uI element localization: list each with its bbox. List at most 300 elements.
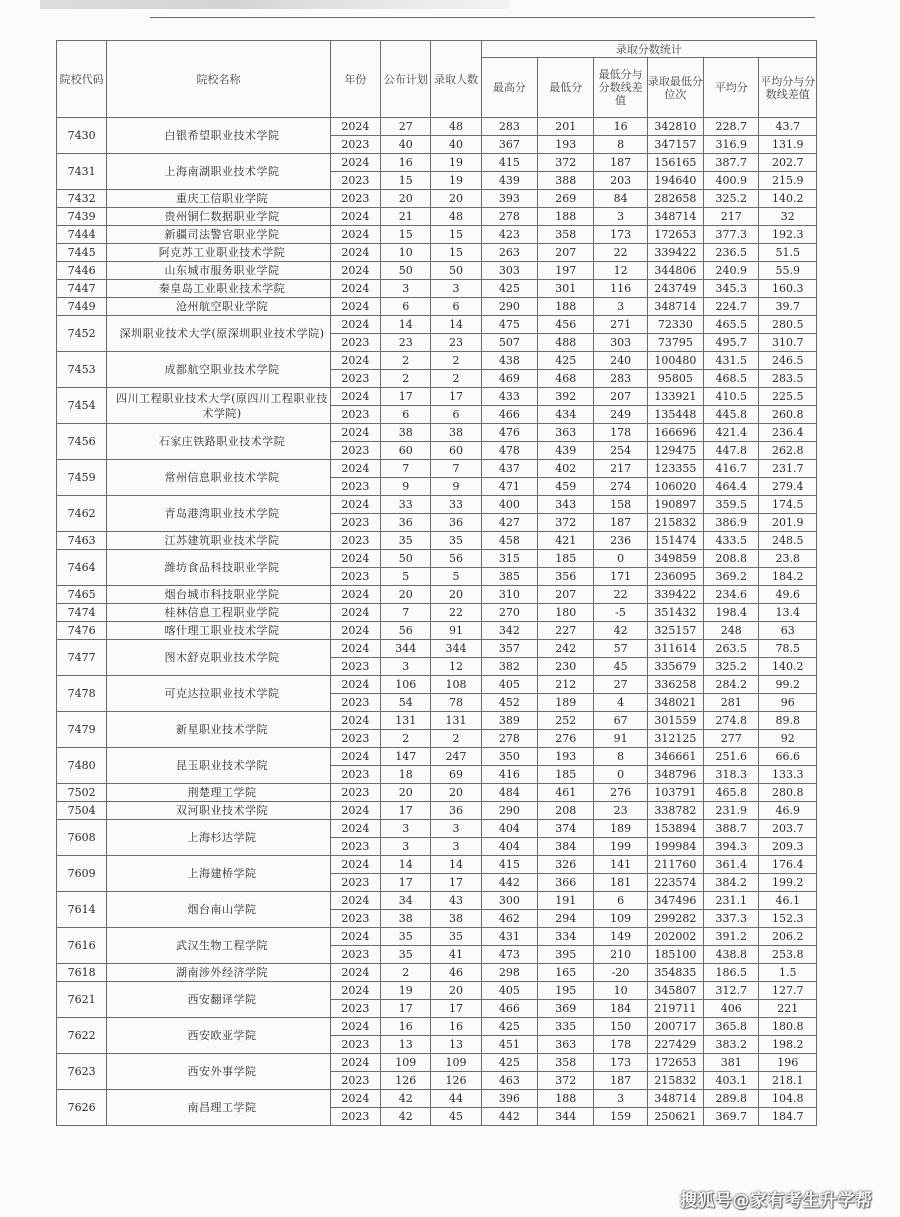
- cell-avg-diff: 1.5: [759, 964, 817, 982]
- cell-max: 423: [481, 226, 537, 244]
- header-published-plan: 公布计划: [381, 41, 431, 118]
- cell-plan: 17: [381, 874, 431, 892]
- cell-avg: 369.7: [704, 1108, 759, 1126]
- cell-plan: 7: [381, 460, 431, 478]
- cell-max: 367: [481, 136, 537, 154]
- cell-min: 230: [538, 658, 594, 676]
- cell-avg-diff: 310.7: [759, 334, 817, 352]
- cell-min-diff: 187: [594, 1072, 647, 1090]
- cell-avg: 438.8: [704, 946, 759, 964]
- cell-min-diff: 199: [594, 838, 647, 856]
- cell-min-diff: 249: [594, 406, 647, 424]
- cell-min-rank: 342810: [647, 118, 703, 136]
- cell-min-rank: 172653: [647, 226, 703, 244]
- cell-min-rank: 299282: [647, 910, 703, 928]
- school-name: 图木舒克职业技术学院: [107, 640, 330, 676]
- cell-min: 461: [538, 784, 594, 802]
- cell-min: 439: [538, 442, 594, 460]
- cell-max: 385: [481, 568, 537, 586]
- cell-plan: 5: [381, 568, 431, 586]
- cell-plan: 17: [381, 1000, 431, 1018]
- cell-avg: 236.5: [704, 244, 759, 262]
- cell-min-diff: 171: [594, 568, 647, 586]
- cell-year: 2023: [330, 694, 380, 712]
- school-name: 喀什理工职业技术学院: [107, 622, 330, 640]
- cell-max: 405: [481, 676, 537, 694]
- cell-admitted: 20: [431, 784, 481, 802]
- cell-max: 357: [481, 640, 537, 658]
- cell-plan: 35: [381, 532, 431, 550]
- cell-avg-diff: 43.7: [759, 118, 817, 136]
- cell-year: 2023: [330, 784, 380, 802]
- cell-min: 326: [538, 856, 594, 874]
- cell-min: 372: [538, 514, 594, 532]
- cell-admitted: 46: [431, 964, 481, 982]
- table-row: [57, 352, 817, 370]
- cell-min: 425: [538, 352, 594, 370]
- cell-plan: 147: [381, 748, 431, 766]
- cell-admitted: 2: [431, 370, 481, 388]
- cell-max: 478: [481, 442, 537, 460]
- cell-max: 471: [481, 478, 537, 496]
- cell-min-diff: 173: [594, 226, 647, 244]
- cell-min: 344: [538, 1108, 594, 1126]
- cell-avg-diff: 131.9: [759, 136, 817, 154]
- cell-avg: 416.7: [704, 460, 759, 478]
- cell-plan: 17: [381, 388, 431, 406]
- school-code: 7477: [57, 640, 107, 676]
- cell-avg: 186.5: [704, 964, 759, 982]
- cell-avg: 495.7: [704, 334, 759, 352]
- cell-max: 433: [481, 388, 537, 406]
- header-avg-score: 平均分: [704, 58, 759, 118]
- cell-min: 242: [538, 640, 594, 658]
- cell-avg-diff: 184.2: [759, 568, 817, 586]
- cell-avg: 465.8: [704, 784, 759, 802]
- cell-avg-diff: 206.2: [759, 928, 817, 946]
- cell-min: 189: [538, 694, 594, 712]
- cell-min-rank: 338782: [647, 802, 703, 820]
- cell-admitted: 40: [431, 136, 481, 154]
- cell-min-diff: 84: [594, 190, 647, 208]
- table-row: [57, 604, 817, 622]
- school-code: 7456: [57, 424, 107, 460]
- school-code: 7463: [57, 532, 107, 550]
- school-code: 7608: [57, 820, 107, 856]
- cell-admitted: 131: [431, 712, 481, 730]
- cell-avg-diff: 283.5: [759, 370, 817, 388]
- cell-min-diff: 42: [594, 622, 647, 640]
- cell-avg-diff: 218.1: [759, 1072, 817, 1090]
- cell-min: 363: [538, 1036, 594, 1054]
- cell-year: 2023: [330, 838, 380, 856]
- cell-plan: 40: [381, 136, 431, 154]
- cell-avg: 345.3: [704, 280, 759, 298]
- cell-min-diff: 187: [594, 154, 647, 172]
- cell-avg: 386.9: [704, 514, 759, 532]
- cell-min: 197: [538, 262, 594, 280]
- cell-min-rank: 336258: [647, 676, 703, 694]
- school-name: 武汉生物工程学院: [107, 928, 330, 964]
- cell-max: 404: [481, 820, 537, 838]
- table-row: [57, 964, 817, 982]
- cell-min-rank: 72330: [647, 316, 703, 334]
- cell-year: 2024: [330, 118, 380, 136]
- cell-min-rank: 339422: [647, 244, 703, 262]
- cell-min: 395: [538, 946, 594, 964]
- school-name: 上海建桥学院: [107, 856, 330, 892]
- cell-avg-diff: 262.8: [759, 442, 817, 460]
- cell-admitted: 19: [431, 154, 481, 172]
- cell-max: 278: [481, 730, 537, 748]
- cell-admitted: 16: [431, 1018, 481, 1036]
- header-school-code: 院校代码: [57, 41, 107, 118]
- cell-admitted: 36: [431, 802, 481, 820]
- cell-admitted: 56: [431, 550, 481, 568]
- school-code: 7621: [57, 982, 107, 1018]
- table-row: [57, 532, 817, 550]
- cell-avg-diff: 46.1: [759, 892, 817, 910]
- cell-min-rank: 202002: [647, 928, 703, 946]
- cell-min-diff: 276: [594, 784, 647, 802]
- cell-min-rank: 227429: [647, 1036, 703, 1054]
- cell-min-diff: -5: [594, 604, 647, 622]
- cell-min-rank: 311614: [647, 640, 703, 658]
- cell-min: 358: [538, 226, 594, 244]
- cell-min-diff: 22: [594, 586, 647, 604]
- school-name: 新星职业技术学院: [107, 712, 330, 748]
- cell-admitted: 50: [431, 262, 481, 280]
- cell-avg-diff: 46.9: [759, 802, 817, 820]
- school-code: 7616: [57, 928, 107, 964]
- cell-admitted: 247: [431, 748, 481, 766]
- cell-year: 2023: [330, 478, 380, 496]
- cell-min: 191: [538, 892, 594, 910]
- cell-year: 2024: [330, 550, 380, 568]
- cell-max: 437: [481, 460, 537, 478]
- cell-avg-diff: 104.8: [759, 1090, 817, 1108]
- cell-avg: 263.5: [704, 640, 759, 658]
- cell-avg-diff: 248.5: [759, 532, 817, 550]
- cell-min-diff: 240: [594, 352, 647, 370]
- cell-year: 2023: [330, 1036, 380, 1054]
- cell-plan: 3: [381, 280, 431, 298]
- cell-avg-diff: 198.2: [759, 1036, 817, 1054]
- cell-avg: 224.7: [704, 298, 759, 316]
- cell-max: 439: [481, 172, 537, 190]
- cell-year: 2024: [330, 1090, 380, 1108]
- cell-admitted: 22: [431, 604, 481, 622]
- school-code: 7479: [57, 712, 107, 748]
- cell-admitted: 6: [431, 298, 481, 316]
- cell-min-rank: 185100: [647, 946, 703, 964]
- cell-plan: 50: [381, 262, 431, 280]
- school-code: 7504: [57, 802, 107, 820]
- cell-max: 415: [481, 154, 537, 172]
- cell-min: 392: [538, 388, 594, 406]
- cell-min-diff: 109: [594, 910, 647, 928]
- cell-plan: 60: [381, 442, 431, 460]
- cell-plan: 2: [381, 370, 431, 388]
- school-code: 7432: [57, 190, 107, 208]
- cell-min-rank: 219711: [647, 1000, 703, 1018]
- school-code: 7445: [57, 244, 107, 262]
- table-row: [57, 676, 817, 694]
- cell-admitted: 6: [431, 406, 481, 424]
- cell-year: 2023: [330, 1072, 380, 1090]
- cell-year: 2024: [330, 280, 380, 298]
- cell-admitted: 20: [431, 586, 481, 604]
- cell-max: 300: [481, 892, 537, 910]
- cell-plan: 27: [381, 118, 431, 136]
- school-name: 昆玉职业技术学院: [107, 748, 330, 784]
- admission-scores-table: [56, 40, 817, 1126]
- cell-year: 2024: [330, 496, 380, 514]
- table-row: [57, 1090, 817, 1108]
- cell-plan: 23: [381, 334, 431, 352]
- cell-max: 389: [481, 712, 537, 730]
- cell-max: 278: [481, 208, 537, 226]
- cell-year: 2024: [330, 460, 380, 478]
- header-avg-diff: 平均分与分数线差值: [759, 58, 817, 118]
- cell-min: 276: [538, 730, 594, 748]
- cell-year: 2024: [330, 226, 380, 244]
- cell-admitted: 38: [431, 424, 481, 442]
- cell-min-rank: 312125: [647, 730, 703, 748]
- cell-min-diff: 173: [594, 1054, 647, 1072]
- cell-admitted: 3: [431, 820, 481, 838]
- cell-min: 343: [538, 496, 594, 514]
- cell-avg: 228.7: [704, 118, 759, 136]
- table-row: [57, 1018, 817, 1036]
- cell-min-rank: 135448: [647, 406, 703, 424]
- cell-min-diff: 303: [594, 334, 647, 352]
- cell-avg: 337.3: [704, 910, 759, 928]
- cell-avg: 198.4: [704, 604, 759, 622]
- cell-min-diff: -20: [594, 964, 647, 982]
- cell-admitted: 14: [431, 856, 481, 874]
- cell-max: 404: [481, 838, 537, 856]
- cell-avg-diff: 180.8: [759, 1018, 817, 1036]
- school-name: 新疆司法警官职业学院: [107, 226, 330, 244]
- cell-avg-diff: 260.8: [759, 406, 817, 424]
- cell-plan: 131: [381, 712, 431, 730]
- cell-plan: 56: [381, 622, 431, 640]
- header-school-name: 院校名称: [107, 41, 330, 118]
- school-name: 潍坊食品科技职业学院: [107, 550, 330, 586]
- school-name: 湖南涉外经济学院: [107, 964, 330, 982]
- cell-max: 310: [481, 586, 537, 604]
- cell-year: 2023: [330, 442, 380, 460]
- cell-min-diff: 150: [594, 1018, 647, 1036]
- cell-avg: 231.1: [704, 892, 759, 910]
- cell-year: 2023: [330, 172, 380, 190]
- cell-max: 427: [481, 514, 537, 532]
- cell-avg-diff: 55.9: [759, 262, 817, 280]
- cell-min-diff: 189: [594, 820, 647, 838]
- cell-avg: 217: [704, 208, 759, 226]
- cell-year: 2023: [330, 1108, 380, 1126]
- table-row: [57, 424, 817, 442]
- cell-year: 2024: [330, 424, 380, 442]
- cell-min-rank: 345807: [647, 982, 703, 1000]
- cell-min: 208: [538, 802, 594, 820]
- school-code: 7447: [57, 280, 107, 298]
- cell-min-rank: 348021: [647, 694, 703, 712]
- cell-avg-diff: 253.8: [759, 946, 817, 964]
- cell-min: 358: [538, 1054, 594, 1072]
- cell-year: 2024: [330, 154, 380, 172]
- cell-max: 438: [481, 352, 537, 370]
- cell-avg-diff: 49.6: [759, 586, 817, 604]
- school-code: 7452: [57, 316, 107, 352]
- cell-year: 2024: [330, 964, 380, 982]
- cell-avg: 383.2: [704, 1036, 759, 1054]
- table-row: [57, 748, 817, 766]
- cell-min-diff: 0: [594, 550, 647, 568]
- school-name: 桂林信息工程职业学院: [107, 604, 330, 622]
- cell-min: 193: [538, 748, 594, 766]
- school-code: 7622: [57, 1018, 107, 1054]
- cell-min-rank: 133921: [647, 388, 703, 406]
- cell-min-diff: 91: [594, 730, 647, 748]
- table-row: [57, 118, 817, 136]
- cell-avg: 391.2: [704, 928, 759, 946]
- cell-min-diff: 203: [594, 172, 647, 190]
- cell-year: 2023: [330, 910, 380, 928]
- table-row: [57, 190, 817, 208]
- cell-min-rank: 351432: [647, 604, 703, 622]
- cell-min-rank: 199984: [647, 838, 703, 856]
- cell-max: 466: [481, 1000, 537, 1018]
- school-code: 7502: [57, 784, 107, 802]
- cell-max: 405: [481, 982, 537, 1000]
- cell-year: 2023: [330, 532, 380, 550]
- table-header: [57, 41, 817, 118]
- cell-avg: 388.7: [704, 820, 759, 838]
- cell-avg: 318.3: [704, 766, 759, 784]
- school-name: 深圳职业技术大学(原深圳职业技术学院): [107, 316, 330, 352]
- cell-max: 400: [481, 496, 537, 514]
- cell-admitted: 126: [431, 1072, 481, 1090]
- cell-max: 476: [481, 424, 537, 442]
- cell-avg-diff: 32: [759, 208, 817, 226]
- table-row: [57, 208, 817, 226]
- cell-min-diff: 158: [594, 496, 647, 514]
- table-row: [57, 550, 817, 568]
- cell-plan: 35: [381, 946, 431, 964]
- cell-year: 2024: [330, 1054, 380, 1072]
- cell-min: 384: [538, 838, 594, 856]
- cell-max: 270: [481, 604, 537, 622]
- cell-year: 2024: [330, 928, 380, 946]
- cell-max: 475: [481, 316, 537, 334]
- cell-admitted: 44: [431, 1090, 481, 1108]
- cell-year: 2023: [330, 190, 380, 208]
- cell-max: 442: [481, 874, 537, 892]
- cell-max: 290: [481, 802, 537, 820]
- cell-avg: 369.2: [704, 568, 759, 586]
- cell-plan: 2: [381, 730, 431, 748]
- cell-year: 2024: [330, 640, 380, 658]
- cell-min-rank: 190897: [647, 496, 703, 514]
- cell-admitted: 23: [431, 334, 481, 352]
- cell-admitted: 91: [431, 622, 481, 640]
- cell-plan: 33: [381, 496, 431, 514]
- cell-min: 185: [538, 550, 594, 568]
- cell-year: 2024: [330, 208, 380, 226]
- cell-avg-diff: 225.5: [759, 388, 817, 406]
- cell-admitted: 17: [431, 1000, 481, 1018]
- cell-plan: 3: [381, 838, 431, 856]
- cell-min: 180: [538, 604, 594, 622]
- cell-min: 201: [538, 118, 594, 136]
- cell-min-rank: 344806: [647, 262, 703, 280]
- cell-min-rank: 339422: [647, 586, 703, 604]
- cell-max: 431: [481, 928, 537, 946]
- cell-avg-diff: 201.9: [759, 514, 817, 532]
- cell-plan: 109: [381, 1054, 431, 1072]
- cell-min: 269: [538, 190, 594, 208]
- cell-avg: 394.3: [704, 838, 759, 856]
- cell-admitted: 7: [431, 460, 481, 478]
- school-code: 7454: [57, 388, 107, 424]
- school-name: 成都航空职业技术学院: [107, 352, 330, 388]
- table-row: [57, 856, 817, 874]
- cell-admitted: 17: [431, 874, 481, 892]
- cell-year: 2023: [330, 334, 380, 352]
- cell-min-rank: 123355: [647, 460, 703, 478]
- cell-year: 2023: [330, 874, 380, 892]
- table-row: [57, 244, 817, 262]
- cell-min-diff: 181: [594, 874, 647, 892]
- cell-min: 468: [538, 370, 594, 388]
- cell-plan: 14: [381, 316, 431, 334]
- table-row: [57, 802, 817, 820]
- cell-avg: 384.2: [704, 874, 759, 892]
- cell-min-diff: 8: [594, 136, 647, 154]
- cell-plan: 6: [381, 298, 431, 316]
- cell-avg-diff: 203.7: [759, 820, 817, 838]
- school-name: 江苏建筑职业技术学院: [107, 532, 330, 550]
- cell-admitted: 78: [431, 694, 481, 712]
- school-code: 7459: [57, 460, 107, 496]
- cell-min: 207: [538, 586, 594, 604]
- cell-min: 334: [538, 928, 594, 946]
- cell-plan: 15: [381, 226, 431, 244]
- cell-avg-diff: 209.3: [759, 838, 817, 856]
- cell-avg-diff: 51.5: [759, 244, 817, 262]
- table-row: [57, 712, 817, 730]
- cell-plan: 10: [381, 244, 431, 262]
- school-code: 7614: [57, 892, 107, 928]
- cell-min-diff: 149: [594, 928, 647, 946]
- table-row: [57, 784, 817, 802]
- cell-plan: 3: [381, 658, 431, 676]
- table-row: [57, 460, 817, 478]
- cell-admitted: 109: [431, 1054, 481, 1072]
- cell-plan: 50: [381, 550, 431, 568]
- cell-plan: 36: [381, 514, 431, 532]
- school-name: 石家庄铁路职业技术学院: [107, 424, 330, 460]
- cell-avg: 400.9: [704, 172, 759, 190]
- cell-min-diff: 8: [594, 748, 647, 766]
- cell-min: 195: [538, 982, 594, 1000]
- cell-avg-diff: 39.7: [759, 298, 817, 316]
- table-row: [57, 622, 817, 640]
- cell-year: 2024: [330, 748, 380, 766]
- cell-plan: 344: [381, 640, 431, 658]
